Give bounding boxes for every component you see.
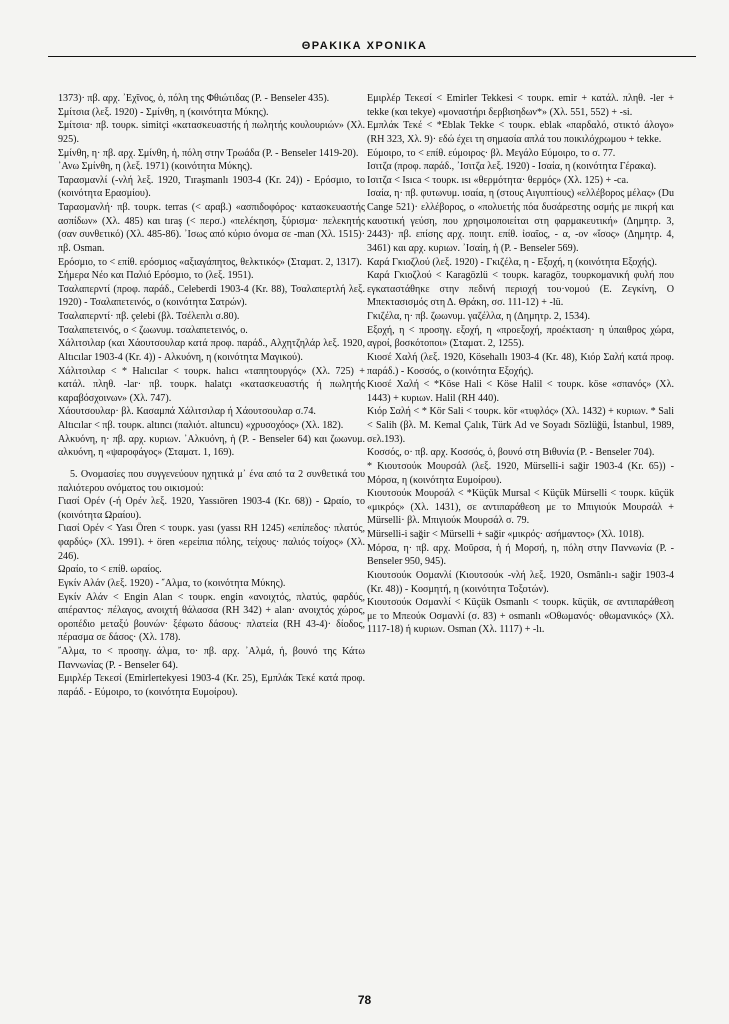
- right-column: [367, 92, 674, 637]
- text-paragraph: Κιοσέ Χαλή (λεξ. 1920, Kösehallı 1903-4 (Kr. 48), Κιόρ Σαλή κατά προφ. παράδ.) - Κοσσός, ο (κοινότητα Εξοχής).: [367, 351, 674, 377]
- text-paragraph: ᾿Ανω Σμίνθη, η (λεξ. 1971) (κοινότητα Μύκης).: [58, 161, 253, 173]
- text-paragraph: Ισιτζα < Isıca < τουρκ. ısı «θερμότητα· θερμός» (Χλ. 125) + -ca.: [367, 174, 629, 186]
- text-paragraph: Κιουτσούκ Μουρσάλ < *Küçük Mursal < Küçük Mürselli < τουρκ. küçük «μικρός» (Χλ. 1431), σε αντιπαράθεση με το Μπιγιούκ Μουρσάλ + Mürselli· βλ. Μπιγιούκ Μουρσάλ σ. 79.: [367, 488, 674, 527]
- text-paragraph: Ωραίο, το < επίθ. ωραίος.: [58, 564, 162, 576]
- left-column: [58, 92, 365, 700]
- text-paragraph: Σμίτσια (λεξ. 1920) - Σμίνθη, η (κοινότητα Μύκης).: [58, 106, 269, 118]
- text-paragraph: Χάλιτσιλαρ (και Χάουτσουλαρ κατά προφ. παράδ., Αλχητζηλάρ λεξ. 1920, Altıcılar 1903-4 (Kr. 4)) - Αλκυόνη, η (κοινότητα Μαγικού).: [58, 338, 365, 363]
- text-paragraph: Εξοχή, η < προσηγ. εξοχή, η «προεξοχή, προέκταση· η ύπαιθρος χώρα, αγροί, βοσκότοποι» (Σταματ. 2, 1255).: [367, 324, 674, 350]
- page-number: 78: [357, 993, 372, 1007]
- text-paragraph: Κιοσέ Χαλή < *Köse Hali < Köse Halil < τουρκ. köse «σπανός» (Χλ. 1443) + κυριων. Halil (RH 440).: [367, 379, 674, 404]
- text-paragraph: Εγκίν Αλάν < Engin Alan < τουρκ. engin «ανοιχτός, πλατύς, φαρδύς, απέραντος· πέλαγος, ανοιχτή θάλασσα (RH 342) + alan· ανοιχτός χώρος, οροπέδιο μεταξύ βουνών· ξέφωτο δάσους· πλατεία (RH 43-4)· δίοδος, πέρασμα σε δάσος· (Χλ. 178).: [58, 591, 365, 644]
- text-paragraph: Ισαία, η· πβ. φυτωνυμ. ισαία, η (στους Αιγυπτίους) «ελλέβορος μέλας» (Du Cange 521)· ελλέβορος, ο «πολυετής πόα δυσάρεστης οσμής με πικρή και καυστική γεύση, που χρησιμοποιείται στη φαρμακευτική» (Δημητρ. 3, 2443)· πβ. επίσης αρχ. ποιητ. επίθ. ἰσαῖος, - α, -ον «ἴσος» (Δημητρ. 4, 3461) και αρχ. κυριων. ᾿Ισαίη, ἡ (Ρ. - Benseler 569).: [367, 188, 674, 254]
- text-paragraph: Καρά Γκιοζλού < Karagözlü < τουρκ. karagöz, τουρκομανική φυλή που εγκαταστάθηκε στην πεδινή περιοχή του·νομού (Ε. Ζεγκίνη, Ο Μπεκτασισμός στη Δ. Θράκη, σσ. 111-12) + -lü.: [367, 270, 674, 309]
- text-paragraph: Εμιρλέρ Τεκεσί < Emirler Tekkesi < τουρκ. emir + κατάλ. πληθ. -ler + tekke (και tekye) «μοναστήρι δερβισηδων*» (Χλ. 551, 552) + -si.: [367, 93, 674, 118]
- text-paragraph: Χάλιτσιλαρ < * Halıcılar < τουρκ. halıcı «ταπητουργός» (Χλ. 725) + κατάλ. πληθ. -lar· πβ. τουρκ. halatçı «κατασκευαστής ή πωλητής καραβόσχοινων» (Χλ. 747).: [58, 365, 365, 404]
- text-paragraph: Κιουτσούκ Οσμανλί (Κιουτσούκ -νλή λεξ. 1920, Osmânlı-ı sağir 1903-4 (Kr. 48)) - Κοσμητή, η (κοινότητα Τοξοτών).: [367, 569, 674, 595]
- text-paragraph: Κιόρ Σαλή < * Kör Sali < τουρκ. kör «τυφλός» (Χλ. 1432) + κυριων. * Sali < Salih (βλ. M. Kemal Çalık, Türk Ad ve Soyadı Sözlüğü, İstanbul, 1989, σελ.193).: [367, 406, 674, 445]
- text-paragraph: Ταρασμανλί (-νλή λεξ. 1920, Tıraşmanlı 1903-4 (Kr. 24)) - Ερόσμιο, το (κοινότητα Ερασμίου).: [58, 174, 365, 200]
- running-header: ΘΡΑΚΙΚΑ ΧΡΟΝΙΚΑ: [301, 40, 428, 52]
- text-paragraph: Σμίνθη, η· πβ. αρχ. Σμίνθη, ἡ, πόλη στην Τρωάδα (Ρ. - Benseler 1419-20).: [58, 147, 359, 159]
- text-paragraph: Μόρσα, η· πβ. αρχ. Μοῦρσα, ἡ ή Μορσή, η, πόλη στην Παννωνία (Ρ. - Benseler 950, 945).: [367, 542, 674, 568]
- text-paragraph: Τσαλαπερντί· πβ. çelebi (βλ. Τσέλεπλι σ.80).: [58, 311, 240, 322]
- text-paragraph: Σήμερα Νέο και Παλιό Ερόσμιο, το (λεξ. 1951).: [58, 270, 254, 282]
- text-paragraph: Κοσσός, ο· πβ. αρχ. Κοσσός, ὁ, βουνό στη Βιθυνία (Ρ. - Benseler 704).: [367, 447, 655, 459]
- text-paragraph: Χάουτσουλαρ· βλ. Κασαμπά Χάλιτσιλαρ ή Χάουτσουλαρ σ.74.: [58, 406, 316, 418]
- text-paragraph: Αλκυόνη, η· πβ. αρχ. κυριων. ᾿Αλκυόνη, ἡ (Ρ. - Benseler 64) και ζωωνυμ. αλκυόνη, η «ψαροφάγος» (Σταματ. 1, 169).: [58, 433, 365, 459]
- text-paragraph: Κιουτσούκ Οσμανλί < Küçük Osmanlı < τουρκ. küçük, σε αντιπαράθεση με το Μπεούκ Οσμανλί (σ. 83) + osmanlı «Οθωμανός· οθωμανικός» (Χλ. 1117-18) ή κυριων. Osman (Χλ. 1117) + -lı.: [367, 597, 674, 636]
- text-paragraph: 1373)· πβ. αρχ. ᾿Εχῖνος, ὁ, πόλη της Φθιώτιδας (Ρ. - Benseler 435).: [58, 93, 330, 104]
- text-paragraph: Ισιτζα (προφ. παράδ., ᾿Ισιτζα λεξ. 1920) - Ισαία, η (κοινότητα Γέρακα).: [367, 161, 657, 173]
- text-paragraph: Εύμοιρο, το < επίθ. εύμοιρος· βλ. Μεγάλο Εύμοιρο, το σ. 77.: [367, 147, 616, 159]
- text-paragraph: Γιασί Ορέν (-ή Ορέν λεξ. 1920, Yassıören 1903-4 (Kr. 68)) - Ωραίο, το (κοινότητα Ωραίου).: [58, 496, 365, 521]
- text-paragraph: 5. Ονομασίες που συγγενεύουν ηχητικά μ᾿ ένα από τα 2 συνθετικά του παλιότερου ονόματος του οικισμού:: [58, 468, 365, 494]
- text-paragraph: ῎Αλμα, το < προσηγ. άλμα, το· πβ. αρχ. ᾿Αλμά, ἡ, βουνό της Κάτω Παννωνίας (Ρ. - Benseler 64).: [58, 646, 365, 671]
- text-paragraph: * Κιουτσούκ Μουρσάλ (λεξ. 1920, Mürselli-i sağir 1903-4 (Kr. 65)) - Μόρσα, η (κοινότητα Ευμοίρου).: [367, 460, 674, 486]
- text-paragraph: Γιασί Ορέν < Yası Ören < τουρκ. yası (yassı RH 1245) «επίπεδος· πλατύς, φαρδύς» (Χλ. 1991). + ören «ερείπια πόλης, τείχους· παλιός τοίχος» (Χλ. 246).: [58, 523, 365, 562]
- header-rule: [48, 56, 696, 57]
- text-paragraph: Εμιρλέρ Τεκεσί (Emirlertekyesi 1903-4 (Kr. 25), Εμπλάκ Τεκέ κατά προφ. παράδ. - Εύμοιρο, το (κοινότητα Ευμοίρου).: [58, 673, 365, 698]
- text-paragraph: Τσαλαπετεινός, ο < ζωωνυμ. τσαλαπετεινός, ο.: [58, 324, 248, 336]
- text-paragraph: Mürselli-i sağir < Mürselli + sağir «μικρός· ασήμαντος» (Χλ. 1018).: [367, 529, 645, 540]
- text-paragraph: Ταρασμανλή· πβ. τουρκ. terras (< αραβ.) «ασπιδοφόρος· κατασκευαστής ασπίδων» (Χλ. 485) και tıraş (< περσ.) «πελέκηση, ξύρισμα· πελεκητής (σαν συνθετικό) (Χλ. 485-86). ᾿Ισως από κύριο όνομα σε -man (Χλ. 1515)· πβ. Osman.: [58, 202, 365, 254]
- text-paragraph: Τσαλαπερντί (προφ. παράδ., Celeberdi 1903-4 (Kr. 88), Τσαλαπερτλή λεξ. 1920) - Τσαλαπετεινός, ο (κοινότητα Σατρών).: [58, 283, 365, 309]
- text-paragraph: Εγκίν Αλάν (λεξ. 1920) - ῎Αλμα, το (κοινότητα Μύκης).: [58, 577, 286, 589]
- text-paragraph: Γκιζέλα, η· πβ. ζωωνυμ. γαζέλλα, η (Δημητρ. 2, 1534).: [367, 311, 591, 322]
- text-paragraph: Ερόσμιο, το < επίθ. ερόσμιος «αξιαγάπητος, θελκτικός» (Σταματ. 2, 1317).: [58, 256, 362, 268]
- text-paragraph: Εμπλάκ Τεκέ < *Eblak Tekke < τουρκ. eblak «παρδαλό, στικτό άλογο» (RH 323, Χλ. 9)· εδώ έχει τη σημασία απλά του ποικιλόχρωμου + tekke.: [367, 120, 674, 145]
- text-paragraph: Altıcılar < πβ. τουρκ. altıncı (παλιότ. altuncu) «χρυσοχόος» (Χλ. 182).: [58, 420, 344, 431]
- text-paragraph: Σμίτσια· πβ. τουρκ. simitçi «κατασκευαστής ή πωλητής κουλουριών» (Χλ. 925).: [58, 120, 365, 145]
- text-paragraph: Καρά Γκιοζλού (λεξ. 1920) - Γκιζέλα, η - Εξοχή, η (κοινότητα Εξοχής).: [367, 256, 658, 268]
